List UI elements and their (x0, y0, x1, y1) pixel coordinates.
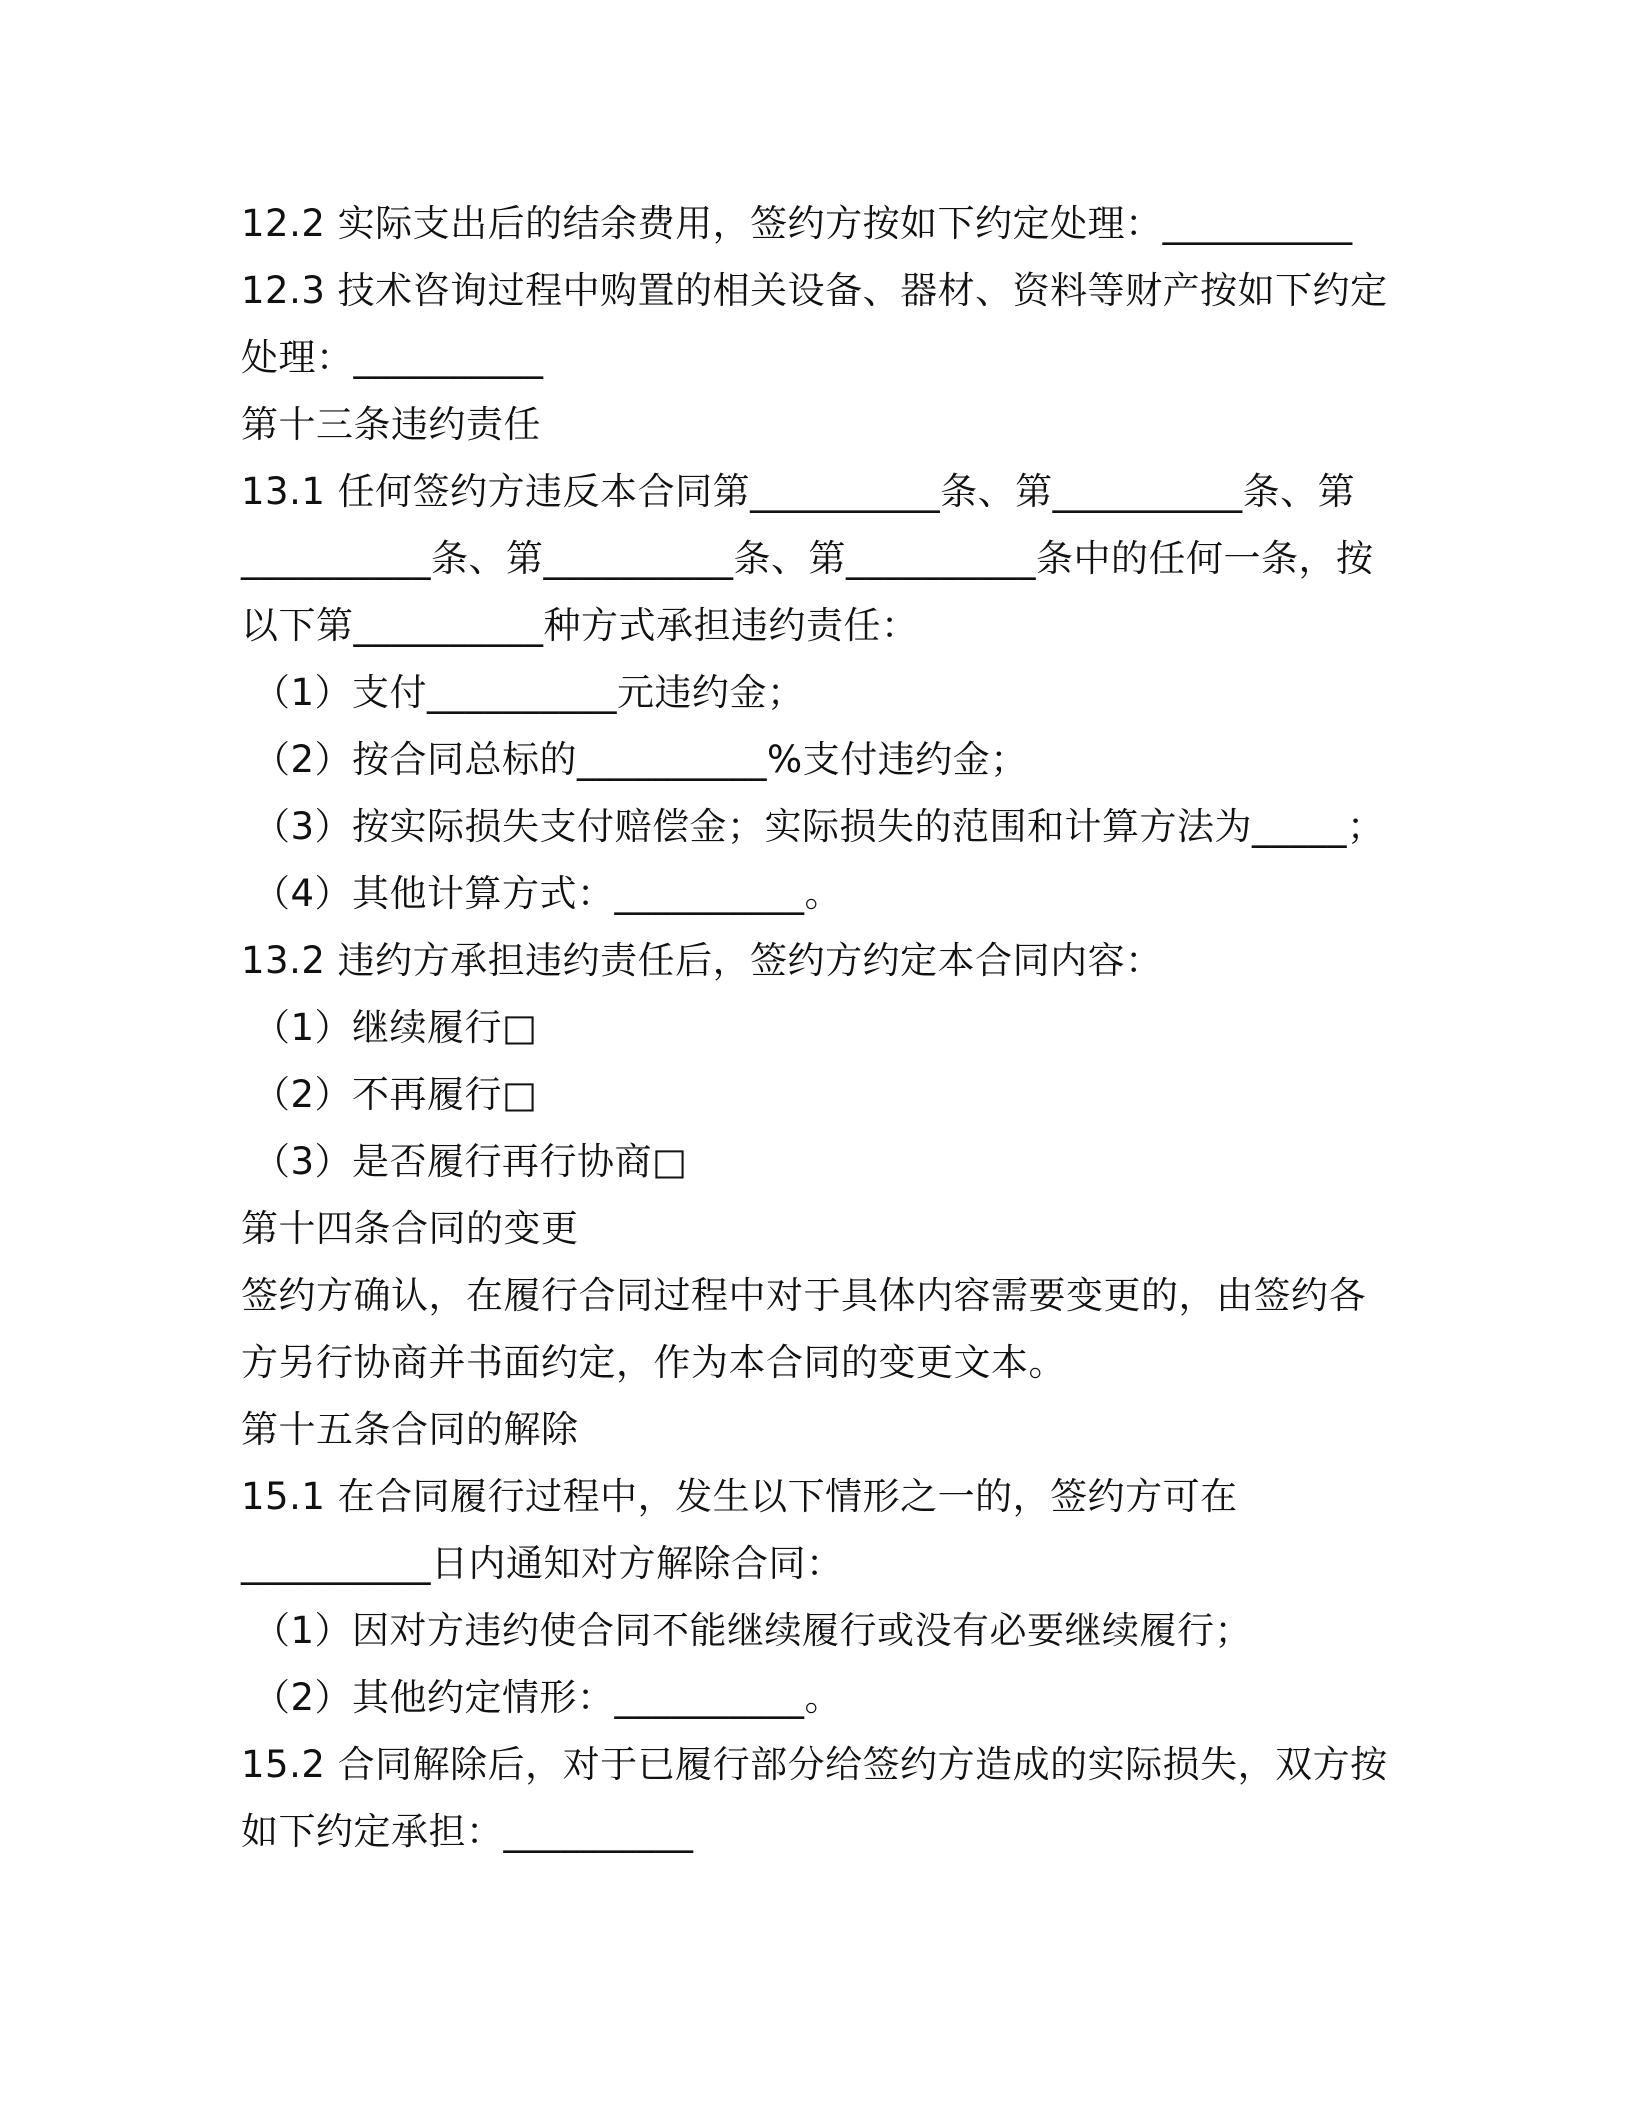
document-line: 第十三条违约责任 (241, 403, 541, 446)
document-line: 以下第__________种方式承担违约责任： (241, 604, 919, 647)
document-line: 方另行协商并书面约定，作为本合同的变更文本。 (241, 1341, 1066, 1384)
document-line: 12.2 实际支出后的结余费用，签约方按如下约定处理：__________ (241, 202, 1353, 245)
document-line: __________条、第__________条、第__________条中的任何一条，按 (241, 537, 1374, 580)
document-line: 13.2 违约方承担违约责任后，签约方约定本合同内容： (241, 939, 1163, 982)
document-line: 如下约定承担：__________ (241, 1810, 694, 1853)
document-line: 15.1 在合同履行过程中，发生以下情形之一的，签约方可在 (241, 1475, 1238, 1518)
document-line: 第十四条合同的变更 (241, 1207, 579, 1250)
document-line: __________日内通知对方解除合同： (241, 1542, 844, 1585)
document-page (241, 190, 1391, 1865)
document-line: 12.3 技术咨询过程中购置的相关设备、器材、资料等财产按如下约定 (241, 269, 1388, 312)
document-line: （1）因对方违约使合同不能继续履行或没有必要继续履行； (253, 1609, 1253, 1652)
document-line: （2）其他约定情形：__________。 (253, 1676, 843, 1719)
document-line: （3）按实际损失支付赔偿金；实际损失的范围和计算方法为_____； (253, 805, 1385, 848)
document-line: 15.2 合同解除后，对于已履行部分给签约方造成的实际损失，双方按 (241, 1743, 1388, 1786)
document-line: （1）支付__________元违约金； (253, 671, 805, 714)
document-line: 13.1 任何签约方违反本合同第__________条、第__________条、第 (241, 470, 1356, 513)
document-line: 处理：__________ (241, 336, 544, 379)
document-line: 签约方确认，在履行合同过程中对于具体内容需要变更的，由签约各 (241, 1274, 1366, 1317)
document-line: （2）按合同总标的__________%支付违约金； (253, 738, 1028, 781)
document-line: （1）继续履行□ (253, 1006, 538, 1049)
document-line: 第十五条合同的解除 (241, 1408, 579, 1451)
document-line: （2）不再履行□ (253, 1073, 538, 1116)
document-line: （3）是否履行再行协商□ (253, 1140, 688, 1183)
document-line: （4）其他计算方式：__________。 (253, 872, 843, 915)
